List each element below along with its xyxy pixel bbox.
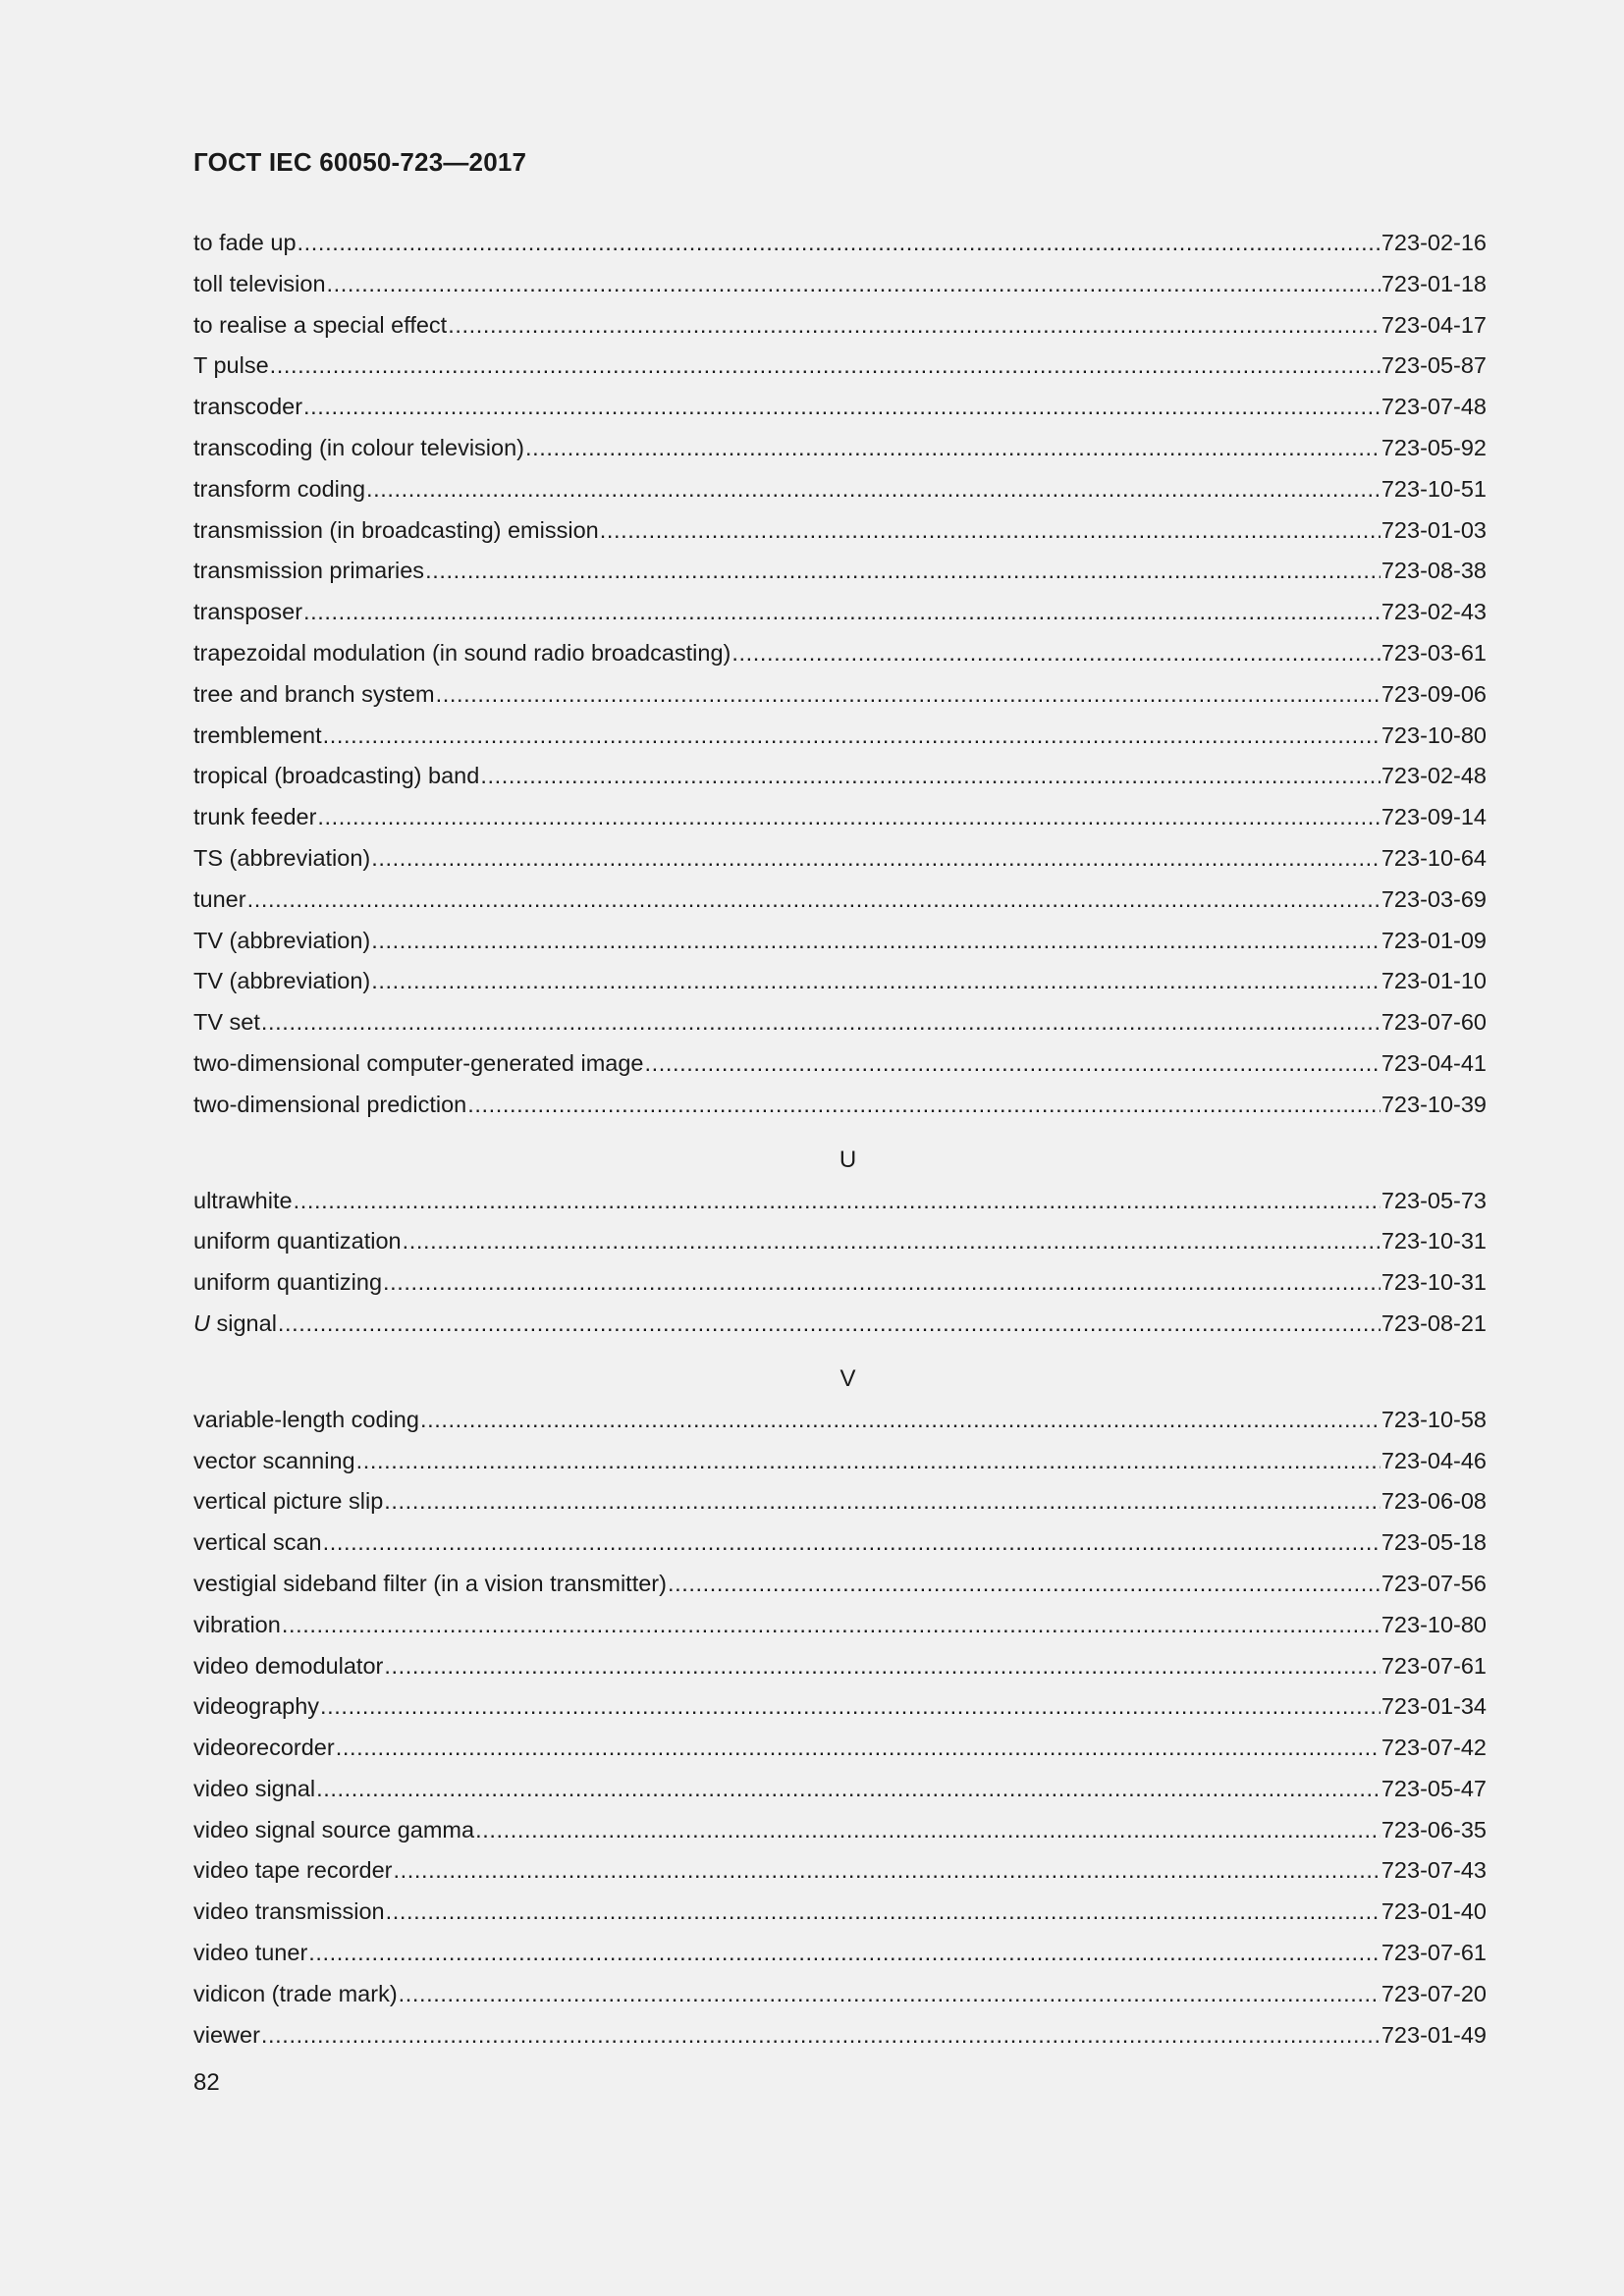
index-term: TS (abbreviation) [193, 844, 371, 871]
index-term: vibration [193, 1611, 281, 1637]
index-reference: 723-07-43 [1380, 1857, 1487, 1884]
dot-leader [467, 1085, 1380, 1126]
dot-leader [371, 921, 1380, 962]
index-term: vertical picture slip [193, 1488, 384, 1515]
index-term-italic: U [193, 1309, 210, 1336]
index-term: two-dimensional prediction [193, 1091, 467, 1117]
dot-leader [294, 1181, 1380, 1222]
index-entry [193, 797, 1487, 838]
index-reference: 723-05-92 [1380, 434, 1487, 460]
index-reference: 723-10-64 [1380, 844, 1487, 871]
index-reference: 723-04-41 [1380, 1049, 1487, 1076]
dot-leader [436, 674, 1380, 716]
index-reference: 723-07-42 [1380, 1735, 1487, 1761]
index-term: transmission (in broadcasting) emission [193, 516, 599, 543]
index-term: trunk feeder [193, 804, 317, 830]
index-term-rest: signal [209, 1309, 277, 1336]
index-entry [193, 2015, 1487, 2056]
index-term: video signal source gamma [193, 1816, 475, 1842]
index-reference: 723-10-31 [1380, 1269, 1487, 1296]
dot-leader [386, 1892, 1380, 1933]
index-term: T pulse [193, 352, 269, 379]
index-reference: 723-09-06 [1380, 680, 1487, 707]
index-entry [193, 264, 1487, 305]
index-term: video signal [193, 1775, 316, 1801]
dot-leader [525, 428, 1380, 469]
dot-leader [384, 1481, 1380, 1522]
dot-leader [323, 1522, 1380, 1564]
index-reference: 723-03-69 [1380, 885, 1487, 912]
dot-leader [383, 1262, 1380, 1304]
index-entry [193, 961, 1487, 1002]
index-entry [193, 223, 1487, 264]
dot-leader [247, 880, 1380, 921]
term-index [193, 223, 1487, 2056]
index-term: transcoding (in colour television) [193, 434, 524, 460]
index-reference: 723-01-18 [1380, 270, 1487, 296]
index-entry [193, 428, 1487, 469]
index-reference: 723-10-51 [1380, 475, 1487, 502]
dot-leader [475, 1810, 1380, 1851]
index-term: vertical scan [193, 1529, 322, 1556]
index-entry [193, 1043, 1487, 1085]
dot-leader [425, 551, 1380, 592]
index-term: uniform quantization [193, 1228, 402, 1255]
index-term: to realise a special effect [193, 311, 448, 338]
index-term: tremblement [193, 721, 322, 748]
dot-leader [316, 1769, 1380, 1810]
dot-leader [261, 2015, 1380, 2056]
index-reference: 723-10-31 [1380, 1228, 1487, 1255]
dot-leader [731, 633, 1380, 674]
index-term: two-dimensional computer-generated image [193, 1049, 644, 1076]
index-entry [193, 1850, 1487, 1892]
index-term: vestigial sideband filter (in a vision transmitter) [193, 1570, 667, 1596]
index-reference: 723-10-80 [1380, 721, 1487, 748]
index-entry [193, 1769, 1487, 1810]
index-reference: 723-07-56 [1380, 1570, 1487, 1596]
dot-leader [668, 1564, 1380, 1605]
dot-leader [323, 716, 1380, 757]
index-reference: 723-01-03 [1380, 516, 1487, 543]
letter-heading-u: U [839, 1146, 857, 1173]
index-term: tropical (broadcasting) band [193, 763, 480, 789]
index-term: trapezoidal modulation (in sound radio broadcasting) [193, 639, 731, 666]
index-term: toll television [193, 270, 326, 296]
dot-leader [371, 961, 1380, 1002]
index-reference: 723-08-38 [1380, 558, 1487, 584]
index-term: uniform quantizing [193, 1269, 383, 1296]
index-reference: 723-01-10 [1380, 968, 1487, 994]
index-reference: 723-01-09 [1380, 927, 1487, 953]
index-term: tree and branch system [193, 680, 435, 707]
index-reference: 723-10-80 [1380, 1611, 1487, 1637]
index-reference: 723-02-16 [1380, 230, 1487, 255]
index-term: transcoder [193, 394, 303, 420]
index-term: video demodulator [193, 1652, 384, 1679]
dot-leader [278, 1304, 1380, 1345]
index-entry [193, 838, 1487, 880]
index-entry [193, 1646, 1487, 1687]
index-entry [193, 633, 1487, 674]
dot-leader [320, 1686, 1380, 1728]
index-reference: 723-07-61 [1380, 1940, 1487, 1966]
index-entry [193, 1400, 1487, 1441]
dot-leader [645, 1043, 1380, 1085]
dot-leader [420, 1400, 1380, 1441]
index-term: viewer [193, 2021, 260, 2048]
index-entry [193, 921, 1487, 962]
index-reference: 723-06-08 [1380, 1488, 1487, 1515]
index-term: to fade up [193, 230, 297, 255]
index-entry [193, 1564, 1487, 1605]
index-term: vidicon (trade mark) [193, 1980, 398, 2006]
dot-leader [308, 1933, 1380, 1974]
page-number: 82 [193, 2069, 220, 2096]
index-reference: 723-05-87 [1380, 352, 1487, 379]
index-reference: 723-08-21 [1380, 1309, 1487, 1336]
index-entry [193, 1262, 1487, 1304]
index-term: video tape recorder [193, 1857, 393, 1884]
index-reference: 723-05-73 [1380, 1187, 1487, 1213]
index-term: tuner [193, 885, 246, 912]
index-reference: 723-07-60 [1380, 1009, 1487, 1036]
dot-leader [371, 838, 1380, 880]
index-entry [193, 1522, 1487, 1564]
index-entry [193, 1085, 1487, 1126]
index-entry [193, 756, 1487, 797]
index-reference: 723-07-48 [1380, 394, 1487, 420]
dot-leader [393, 1850, 1380, 1892]
dot-leader [336, 1728, 1380, 1769]
index-entry [193, 1810, 1487, 1851]
index-entry [193, 674, 1487, 716]
index-reference: 723-01-40 [1380, 1898, 1487, 1925]
dot-leader [327, 264, 1380, 305]
index-entry [193, 1481, 1487, 1522]
index-term: transmission primaries [193, 558, 425, 584]
index-reference: 723-01-34 [1380, 1693, 1487, 1720]
index-entry [193, 1304, 1487, 1345]
dot-leader [480, 756, 1380, 797]
index-term: videorecorder [193, 1735, 335, 1761]
index-entry [193, 1605, 1487, 1646]
index-term: TV (abbreviation) [193, 927, 371, 953]
index-entry [193, 346, 1487, 387]
index-entry [193, 880, 1487, 921]
index-reference: 723-05-18 [1380, 1529, 1487, 1556]
index-term: TV (abbreviation) [193, 968, 371, 994]
dot-leader [366, 469, 1380, 510]
index-entry [193, 592, 1487, 633]
dot-leader [356, 1441, 1380, 1482]
dot-leader [403, 1221, 1380, 1262]
index-entry [193, 1221, 1487, 1262]
index-reference: 723-04-17 [1380, 311, 1487, 338]
dot-leader [399, 1974, 1380, 2015]
index-entry [193, 551, 1487, 592]
index-entry [193, 1728, 1487, 1769]
dot-leader [600, 510, 1380, 552]
index-entry [193, 1974, 1487, 2015]
index-reference: 723-04-46 [1380, 1447, 1487, 1473]
dot-leader [384, 1646, 1380, 1687]
index-term: TV set [193, 1009, 260, 1036]
index-term: video transmission [193, 1898, 385, 1925]
index-reference: 723-02-48 [1380, 763, 1487, 789]
index-reference: 723-10-39 [1380, 1091, 1487, 1117]
index-entry [193, 1181, 1487, 1222]
dot-leader [303, 387, 1380, 428]
index-entry [193, 1002, 1487, 1043]
dot-leader [261, 1002, 1380, 1043]
index-entry [193, 387, 1487, 428]
index-term: ultrawhite [193, 1187, 293, 1213]
index-reference: 723-05-47 [1380, 1775, 1487, 1801]
index-reference: 723-01-49 [1380, 2021, 1487, 2048]
index-entry [193, 1686, 1487, 1728]
index-term: transform coding [193, 475, 366, 502]
index-entry [193, 1441, 1487, 1482]
dot-leader [317, 797, 1380, 838]
index-entry [193, 1933, 1487, 1974]
page-header-title: ГОСТ IEC 60050-723—2017 [193, 147, 527, 177]
index-term: vector scanning [193, 1447, 355, 1473]
index-reference: 723-03-61 [1380, 639, 1487, 666]
index-term: variable-length coding [193, 1406, 419, 1432]
dot-leader [270, 346, 1380, 387]
dot-leader [303, 592, 1380, 633]
letter-heading-v: V [839, 1364, 856, 1392]
dot-leader [448, 305, 1380, 347]
index-reference: 723-09-14 [1380, 804, 1487, 830]
index-entry [193, 469, 1487, 510]
index-reference: 723-07-61 [1380, 1652, 1487, 1679]
index-term [193, 1304, 277, 1345]
index-term: videography [193, 1693, 320, 1720]
index-reference: 723-07-20 [1380, 1980, 1487, 2006]
index-entry [193, 305, 1487, 347]
index-entry [193, 716, 1487, 757]
dot-leader [298, 223, 1380, 264]
index-reference: 723-10-58 [1380, 1406, 1487, 1432]
index-reference: 723-06-35 [1380, 1816, 1487, 1842]
index-term: video tuner [193, 1940, 308, 1966]
index-entry [193, 510, 1487, 552]
index-entry [193, 1892, 1487, 1933]
index-reference: 723-02-43 [1380, 599, 1487, 625]
dot-leader [282, 1605, 1380, 1646]
index-term: transposer [193, 599, 303, 625]
